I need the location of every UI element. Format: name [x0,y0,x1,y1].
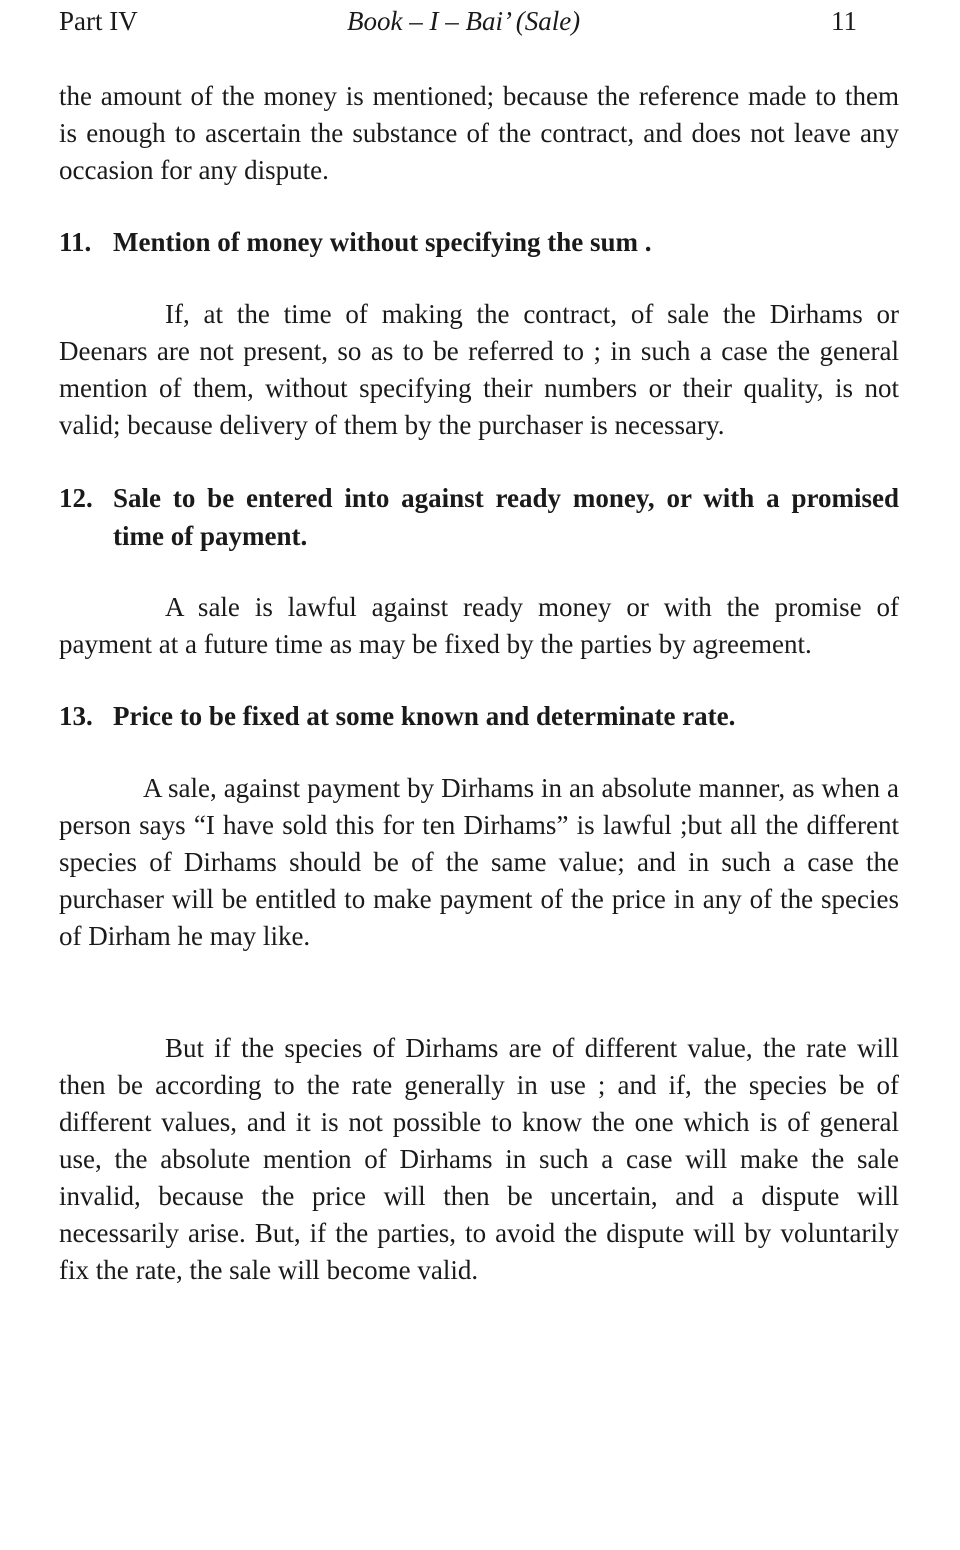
book-page [59,0,899,1289]
section-paragraph: A sale, against payment by Dirhams in an absolute manner, as when a person says “I have sold this for ten Dirhams” is lawful ;but all the different species of Dirhams should be of the same value; and in such a case the purchaser will be entitled to make payment of the price in any of the species of Dirham he may like. [59,773,899,951]
section-number: 13. [59,701,93,731]
section-paragraph: If, at the time of making the contract, of sale the Dirhams or Deenars are not present, so as to be referred to ; in such a case the general mention of them, without specifying their numbers or their quality, is not valid; because delivery of them by the purchaser is necessary. [59,299,899,440]
section-heading-12 [59,479,899,555]
page-number: 11 [831,6,857,36]
section-heading-13 [59,697,899,735]
section-title: Sale to be entered into against ready money, or with a promised time of payment. [113,483,899,551]
section-title: Mention of money without specifying the sum . [113,227,652,257]
running-header [59,0,899,44]
section-paragraph: But if the species of Dirhams are of different value, the rate will then be according to the rate generally in use ; and if, the species be of different values, and it is not possible to know the one which is of general use, the absolute mention of Dirhams in such a case will make the sale invalid, because the price will then be uncertain, and a dispute will necessarily arise. But, if the parties, to avoid the dispute will by voluntarily fix the rate, the sale will become valid. [59,1033,899,1285]
section-number: 11. [59,227,92,257]
section-heading-11 [59,223,899,261]
book-title: Book – I – Bai’ (Sale) [347,6,581,36]
continuation-paragraph: the amount of the money is mentioned; because the reference made to them is enough to ascertain the substance of the contract, and does not leave any occasion for any dispute. [59,81,899,185]
section-title: Price to be fixed at some known and determinate rate. [113,701,736,731]
part-label: Part IV [59,6,138,36]
section-paragraph: A sale is lawful against ready money or with the promise of payment at a future time as may be fixed by the parties by agreement. [59,592,899,659]
section-number: 12. [59,483,93,513]
